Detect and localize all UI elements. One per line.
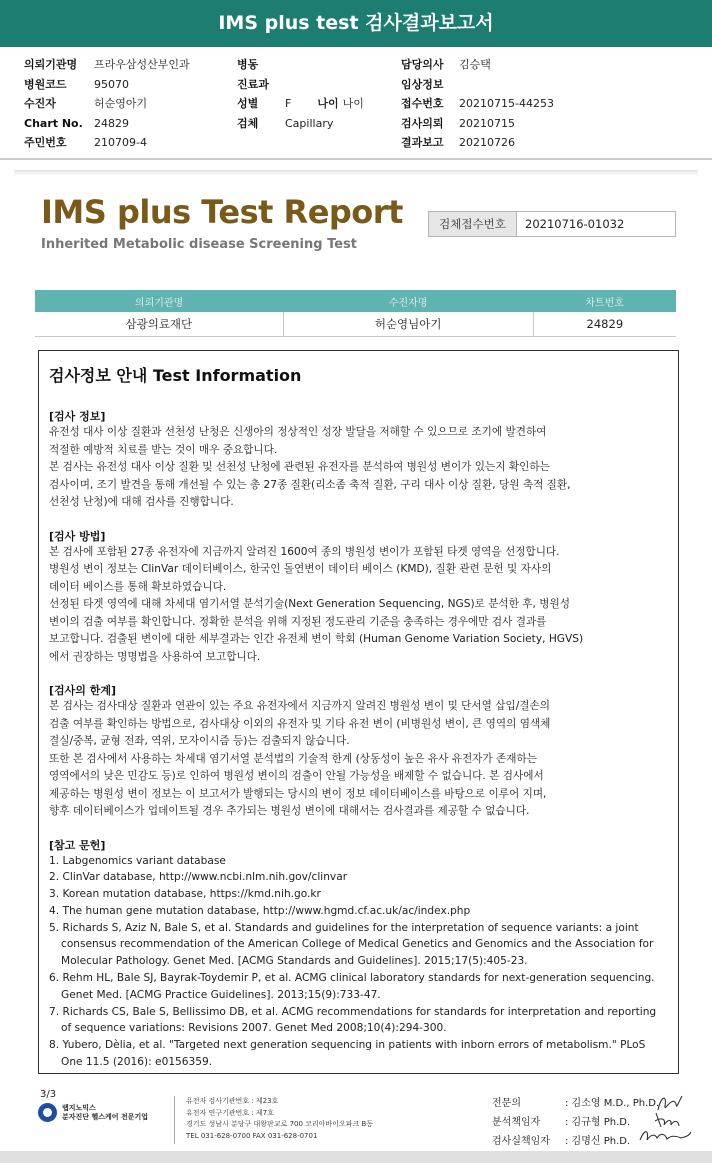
info-label: 주민번호 [24,136,67,149]
info-value: 20210715 [459,116,515,130]
info-label: Chart No. [24,116,83,130]
section-text-line: 유전성 대사 이상 질환과 선천성 난청은 신생아의 정상적인 성장 발달을 저해할 수 있으므로 조기에 발견하여 [49,426,547,438]
report-heading: IMS plus Test Report [41,193,403,231]
info-label: 검체 [237,116,259,130]
signatory-name: : 김규형 Ph.D. [565,1117,631,1128]
info-label: 담당의사 [401,58,444,71]
table-cell: 삼광의료재단 [35,312,283,336]
address-line: 경기도 성남시 분당구 대왕판교로 700 코리아바이오파크 B동 [186,1120,374,1128]
address-line: 유전자 연구기관번호 : 제7호 [186,1108,274,1117]
report-title-bar [0,0,712,47]
section-text-line: 적절한 예방적 치료를 받는 것이 매우 중요합니다. [49,443,278,456]
section-text-line: 영역에서의 낮은 민감도 등)로 인하여 병원성 변이의 검출이 안될 가능성을 배제할 수 없습니다. 본 검사에서 [49,770,544,782]
section-title: [검사의 한계] [49,684,117,697]
report-subheading: Inherited Metabolic disease Screening Test [41,237,358,252]
info-value: 20210715-44253 [459,97,554,110]
header-divider [0,158,712,160]
info-label: 접수번호 [401,97,444,110]
signatory-row [492,1094,659,1113]
info-row [237,114,364,134]
reference-item: 5. Richards S, Aziz N, Bale S, et al. Standards and guidelines for the interpretation of sequence variants: a joint consensus recommendation of the American College of Medical Genetics and Genomics and the Association for Molecular Pathology. Genet Med. [ACMG Standards and Guidelines]. 2015;17(5):405-23. [49,921,654,968]
info-row [24,133,190,153]
table-row [35,312,676,336]
table-cell: 24829 [533,312,676,336]
info-row [401,55,554,75]
section-text-line: 또한 본 검사에서 사용하는 차세대 염기서열 분석법의 기술적 한계 (상동성이 높은 유사 유전자가 존재하는 [49,752,537,765]
section-text-line: 향후 데이터베이스가 업데이트될 경우 추가되는 병원성 변이에 대해서는 검사결과를 제공할 수 없습니다. [49,805,530,817]
signatory-role: 검사실책임자 [492,1136,550,1147]
company-logo [38,1103,148,1122]
info-row [24,114,190,134]
info-row [401,75,554,95]
address-line: TEL 031-628-0700 FAX 031-628-0701 [186,1131,318,1140]
patient-summary-table [35,290,676,337]
section-text-line: 변이의 검출 여부를 확인합니다. 정확한 분석을 위해 지정된 정도관리 기준을 충족하는 경우에만 검사 결과를 [49,615,547,628]
section-text-line: 검사이며, 조기 발견을 통해 개선될 수 있는 총 27종 질환(리소좀 축적 질환, 구리 대사 이상 질환, 당원 축적 질환, [49,478,571,491]
logo-name: 랩지노믹스 [62,1103,96,1112]
signatories [492,1094,659,1151]
section-text-line: 데이터 베이스를 통해 확보하였습니다. [49,580,227,593]
reference-item: 8. Yubero, Dèlia, et al. "Targeted next generation sequencing in patients with inborn errors of metabolism." PLoS One 11.5 (2016): e0156359. [49,1039,646,1069]
section-text-line: 제공하는 병원성 변이 정보는 이 보고서가 발행되는 당시의 변이 정보 데이터베이스를 바탕으로 이루어 지며, [49,787,547,800]
info-section [49,529,668,667]
lab-address [186,1096,373,1142]
accession-value: 20210716-01032 [525,217,625,231]
reference-item: 2. ClinVar database, http://www.ncbi.nlm.nih.gov/clinvar [49,871,348,884]
info-label: 진료과 [237,77,269,91]
patient-info-column-1 [24,55,190,153]
section-title: [검사 방법] [49,529,106,543]
logo-tagline: 분자진단 헬스케어 전문기업 [62,1112,149,1121]
info-label: 의뢰기관명 [24,58,78,71]
logo-text [62,1104,148,1122]
info-row [24,55,190,75]
section-text-line: 본 검사는 검사대상 질환과 연관이 있는 주요 유전자에서 지금까지 알려진 병원성 변이 및 단서열 삽입/결손의 [49,700,550,712]
accession-number-box [428,211,676,237]
section-heading: 검사정보 안내 Test Information [49,366,302,385]
section-text-line: 보고합니다. 검출된 변이에 대한 세부결과는 인간 유전체 변이 학회 (Human Genome Variation Society, HGVS) [49,633,584,645]
info-value: F [285,97,292,110]
info-label: 병원코드 [24,77,67,91]
info-value: Capillary [285,116,334,130]
info-row [401,114,554,134]
references-title: [참고 문헌] [49,838,106,852]
info-section [49,409,668,512]
test-information-box [38,350,679,1074]
info-row [401,94,554,114]
info-value: 김승택 [459,58,491,71]
age-value: 나이 [342,97,364,110]
section-text-line: 에서 권장하는 명명법을 사용하여 보고합니다. [49,650,261,663]
info-label: 병동 [237,58,259,71]
table-header-row [35,290,676,312]
info-section [49,683,668,821]
section-text-line: 검출 여부를 확인하는 방법으로, 검사대상 이외의 유전자 및 기타 유전 변이 (비병원성 변이, 큰 영역의 염색체 [49,717,551,730]
column-header: 차트번호 [533,290,676,312]
info-row [237,75,364,95]
info-label: 검사의뢰 [401,116,444,130]
section-text-line: 본 검사는 유전성 대사 이상 질환 및 선천성 난청에 관련된 유전자를 분석하여 병원성 변이가 있는지 확인하는 [49,461,550,473]
info-row [237,94,364,114]
info-value: 20210726 [459,136,515,149]
page-number: 3/3 [40,1089,57,1100]
section-text-line: 병원성 변이 정보는 ClinVar 데이터베이스, 한국인 돌연변이 데이터 베이스 (KMD), 질환 관련 문헌 및 자사의 [49,563,552,575]
address-line: 유전자 검사기관번호 : 제23호 [186,1097,279,1105]
info-row [24,94,190,114]
info-label: 결과보고 [401,136,444,149]
info-value: 프라우삼성산부인과 [94,58,190,71]
page-shadow [14,170,698,176]
info-value: 24829 [94,116,129,130]
reference-item: 4. The human gene mutation database, http://www.hgmd.cf.ac.uk/ac/index.php [49,904,471,917]
patient-info-column-3 [401,55,554,153]
info-label: 성별 [237,97,259,110]
signatory-name: : 김소영 M.D., Ph.D. [565,1098,660,1109]
signatory-name: : 김명신 Ph.D. [565,1136,631,1147]
reference-item: 3. Korean mutation database, https://kmd.nih.go.kr [49,888,321,901]
signatory-row [492,1132,659,1151]
reference-item: 7. Richards CS, Bale S, Bellissimo DB, et al. ACMG recommendations for standards for interpretation and reporting of sequence variations: Revisions 2007. Genet Med 2008;10(4):294-300. [49,1005,657,1035]
info-value: 210709-4 [94,136,147,149]
age-label: 나이 [317,97,339,110]
info-label: 임상정보 [401,77,444,91]
signatory-role: 전문의 [492,1098,521,1109]
section-title: [검사 정보] [49,410,106,423]
info-value: 95070 [94,77,129,91]
footer-divider [174,1096,175,1144]
info-row [24,75,190,95]
section-text-line: 선정된 타겟 영역에 대해 차세대 염기서열 분석기술(Next Generation Sequencing, NGS)로 분석한 후, 병원성 [49,598,570,610]
section-text-line: 선천성 난청)에 대해 검사를 진행합니다. [49,496,234,508]
column-header: 의뢰기관명 [35,290,283,312]
accession-label: 검체접수번호 [429,212,517,236]
column-header: 수진자명 [283,290,533,312]
signatory-role: 분석책임자 [492,1117,541,1128]
signatory-row [492,1113,659,1132]
logo-mark-icon [38,1103,57,1122]
document-title: IMS plus test 검사결과보고서 [218,12,494,34]
info-label: 수진자 [24,97,56,110]
info-row [237,55,364,75]
references-list [49,853,668,1071]
section-text-line: 결실/중복, 균형 전좌, 역위, 모자이시즘 등)는 검출되지 않습니다. [49,735,350,747]
table-cell: 허순영님아기 [283,312,533,336]
footer-bar [0,1151,712,1163]
signature-3-icon [637,1126,693,1146]
patient-info-column-2 [237,55,364,133]
reference-item: 1. Labgenomics variant database [49,854,226,867]
info-sections [49,409,668,821]
info-value: 허순영아기 [94,97,148,110]
section-text-line: 본 검사에 포함된 27종 유전자에 지금까지 알려진 1600여 종의 병원성 변이가 포함된 타겟 영역을 선정합니다. [49,545,560,558]
info-row [401,133,554,153]
reference-item: 6. Rehm HL, Bale SJ, Bayrak-Toydemir P, et al. ACMG clinical laboratory standards for next-generation sequencing. Genet Med. [ACMG Practice Guidelines]. 2013;15(9):733-47. [49,972,655,1001]
